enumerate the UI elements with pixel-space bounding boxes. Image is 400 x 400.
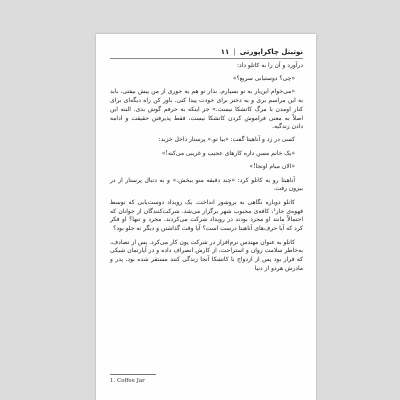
paragraph: کسی در زد و آناهیتا گفت: «بیا تو.» پرستار داخل خزید:	[158, 136, 295, 144]
paragraph: «چی؟ دوستیابی سریع؟»	[232, 75, 295, 83]
paragraph: «الان میام اونجا!»	[249, 162, 295, 170]
header-separator: |	[233, 48, 236, 56]
book-title: نوتبنل چاکراپورتی	[239, 48, 303, 56]
paragraph: کاتلو دوباره نگاهی به بروشور انداخت. یک رویداد دوست‌یابی که توسط قهوه‌ی جار¹، کافه‌ی محبوب شهر برگزار می‌شد. شرکت‌کنندگان از جوانان که احتمالاً مانند او مجرد بودند در رویداد شرکت می‌کردند. مجرد و تنها؟ او فکر کرد که آیا حرف‌های آناهیتا درست است؟ آیا وقت گذاشتن و دیگر نه جلو بود؟	[110, 198, 303, 233]
footnote: 1. Coffee Jar	[110, 378, 145, 384]
header-rule	[110, 58, 303, 59]
page-number: ۱۱	[220, 48, 230, 56]
book-page	[96, 34, 316, 400]
page-body	[110, 62, 303, 278]
paragraph: کاتلو به عنوان مهندس نرم‌افزار در شرکت پون کار می‌کرد. پس از تصادف، به‌خاطر سلامت روان و استراحت، از کارش انصراف داده و در آپارتمان شیکی که قرار بود پس از ازدواج با کاتشکا آنجا زندگی کنند مستقر شده بود. پدر و مادرش هردو از دنیا	[110, 238, 303, 272]
paragraph: درآورد و آن را به کاتلو داد:	[236, 62, 303, 69]
running-header	[110, 46, 303, 58]
paragraph: آناهیتا رو به کاتلو کرد: «چند دقیقه منو ببخش.» و به دنبال پرستار از در بیرون رفت.	[110, 176, 303, 193]
paragraph: «یک خانم مسن داره کارهای عجیب و غریبی می‌کنه!»	[161, 149, 295, 157]
paragraph: «می‌خوام این‌بار به تو بسپارم. بذار تو هم یه جوری از من پیش بیفتی. باید به این مراسم بری و یه دختر برای خودت پیدا کنی. باور کن راه دیگه‌ای برای کنار اومدن با مرگ کاتشکا نیست.» جز اینکه به حرفم گوش بدی. البته این اصلاً به معنی فراموش کردن کاتشکا نیست، فقط پذیرفتن حقیقت و ادامه دادن زندگیه.	[110, 88, 303, 131]
footnote-rule	[110, 374, 156, 375]
